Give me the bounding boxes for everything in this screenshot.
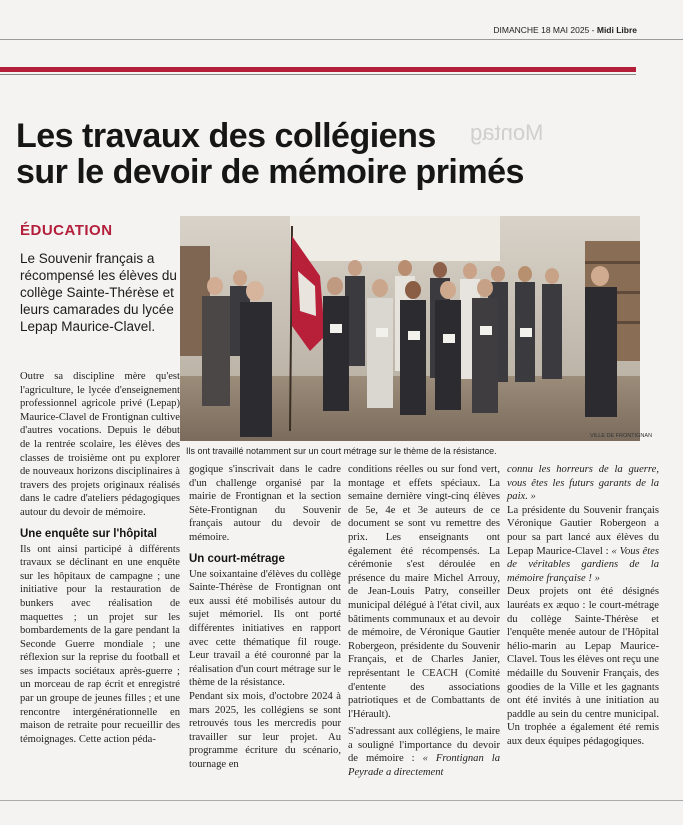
article-column-4	[507, 463, 659, 748]
paragraph: conditions réelles ou sur fond vert, montage et effets spéciaux. La semaine dernière vingt-cinq élèves de 5e, 4e et 3e auteurs de ce document se sont vu remettre des prix. Les enseignants ont également été récompensés. La cérémonie s'est déroulée en présence du maire Michel Arrouy, de Jean-Louis Patry, conseiller municipal délégué à l'état civil, aux bâtiments communaux et au devoir de mémoire, de Véronique Gautier Robergeon, présidente du Souvenir Français, et de Charles Janier, représentant le CEACH (Comité d'entente des associations patriotiques et de Combattants de l'Hérault).	[348, 464, 500, 720]
article-column-2	[189, 463, 341, 771]
article-column-3	[348, 463, 500, 780]
paragraph: S'adressant aux collégiens, le maire a souligné l'importance du devoir de mémoire : « Frontignan la Peyrade a directement	[348, 726, 500, 779]
paragraph: Ils ont ainsi participé à différents travaux se déclinant en une enquête sur les hôpitaux de campagne ; une initiative pour la restauration de bunkers avec réalisation de maquettes ; un projet sur les bombardements de la gare pendant la Seconde Guerre mondiale ; une réflexion sur la reprise du football et ses impacts sociétaux après-guerre ; un morceau de rap écrit et enregistré par un groupe de jeunes filles ; et une rencontre intergénérationnelle en maison de retraite pour recueillir des témoignages. Cette action péda-	[20, 543, 180, 745]
group-photo-illustration	[180, 216, 640, 441]
subheading-hopital: Une enquête sur l'hôpital	[20, 527, 157, 540]
quote: « Vous êtes de véritables gardiens de la mémoire française ! »	[507, 545, 660, 584]
paragraph: Outre sa discipline mère qu'est l'agriculture, le lycée d'enseignement professionnel agricole privé (Lepap) Maurice-Clavel de Frontignan cultive d'autres vocations. Depuis le début de la rentrée scolaire, les élèves des classes de troisième ont pu explorer de nouveaux horizons disciplinaires à travers des projets originaux réalisés dans le cadre d'ateliers pédagogiques autour du devoir de mémoire.	[20, 371, 180, 518]
newspaper-name: Midi Libre	[596, 25, 637, 35]
bleed-through-text: Montag	[470, 120, 544, 145]
quote: connu les horreurs de la guerre, vous êtes les futurs garants de la paix. »	[507, 464, 659, 503]
header-rule	[0, 39, 683, 40]
group-photo	[180, 216, 640, 441]
footer-rule	[0, 800, 683, 801]
page-header: DIMANCHE 18 MAI 2025 - Midi Libre	[493, 25, 637, 35]
subheading-court-metrage: Un court-métrage	[189, 552, 285, 565]
headline-line-2: sur le devoir de mémoire primés	[16, 153, 524, 191]
paragraph: gogique s'inscrivait dans le cadre d'un challenge organisé par la mairie de Frontignan et la section Sète-Frontignan du Souvenir français autour du devoir de mémoire.	[189, 464, 341, 543]
paragraph: Deux projets ont été désignés lauréats ex æquo : le court-métrage du collège Sainte-Thérèse et l'enquête menée autour de l'Hôpital hélio-marin au Lepap Maurice-Clavel. Tous les élèves ont reçu une médaille du Souvenir Français, des goodies de la Ville et les gagnants ont été invités à une initiation au paddle au sein du centre municipal. Un trophée a également été remis aux deux équipes pédagogiques.	[507, 586, 659, 747]
paragraph: Une soixantaine d'élèves du collège Sainte-Thérèse de Frontignan ont eux aussi été mobilisés autour du sujet mémoriel. Ils ont porté différentes initiatives en rapport avec cette thématique fil rouge. Leur travail a été couronné par la réalisation d'un court métrage sur le thème de la résistance.	[189, 568, 341, 689]
accent-band-underline	[0, 74, 636, 75]
paragraph: La présidente du Souvenir français Véronique Gautier Robergeon a pour sa part lancé aux élèves du Lepap Maurice-Clavel : « Vous êtes de véritables gardiens de la mémoire française ! »	[507, 504, 660, 584]
paragraph: Pendant six mois, d'octobre 2024 à mars 2025, les collégiens se sont retrouvés tous les mercredis pour travailler sur leur projet. Au programme écriture du scénario, tournage en	[189, 690, 341, 770]
photo-credit: VILLE DE FRONTIGNAN	[590, 433, 653, 439]
section-label: ÉDUCATION	[20, 222, 113, 239]
accent-band	[0, 67, 636, 72]
article-lead: Le Souvenir français a récompensé les élèves du collège Sainte-Thérèse et leurs camarades du lycée Lepap Maurice-Clavel.	[20, 251, 177, 334]
headline-line-1: Les travaux des collégiens	[16, 117, 436, 155]
issue-date: DIMANCHE 18 MAI 2025	[493, 25, 590, 35]
article-headline	[16, 118, 636, 190]
article-column-1	[20, 370, 180, 746]
quote: « Frontignan la Peyrade a directement	[348, 753, 500, 779]
photo-caption: Ils ont travaillé notamment sur un court métrage sur le thème de la résistance.	[186, 446, 497, 456]
